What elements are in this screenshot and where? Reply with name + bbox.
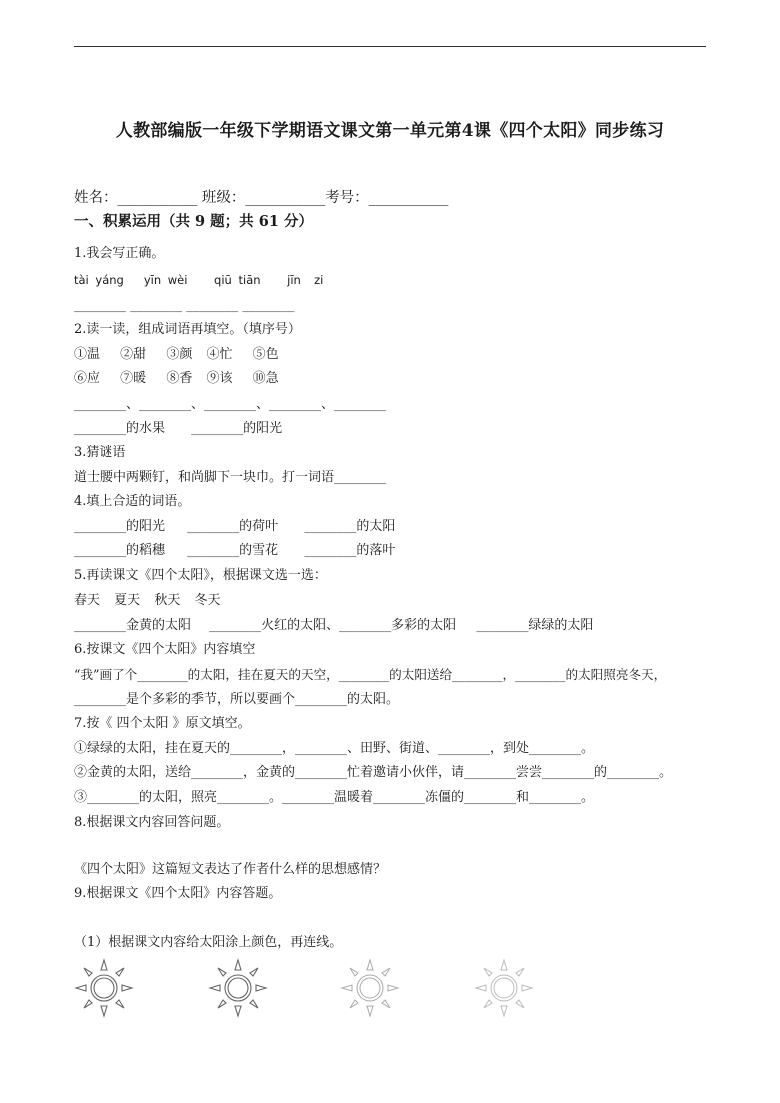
question-9-prompt: 9.根据课文《四个太阳》内容答题。: [74, 886, 282, 901]
sun-drawings: [74, 958, 574, 1018]
option: ⑨该: [206, 371, 233, 386]
option: ⑥应: [74, 371, 101, 386]
sun-icon: [474, 958, 534, 1018]
question-2-fill-row: [74, 421, 282, 437]
season-word: 冬天: [194, 593, 221, 608]
question-2-options-row-2: [74, 371, 279, 387]
question-2-blank-row: ________、________、________、________、________: [74, 397, 386, 412]
question-5-prompt: 5.再读课文《四个太阳》，根据课文选一选：: [74, 568, 327, 583]
question-1-pinyin: tài yáng yīn wèi qiū tiān jīn zi: [74, 273, 324, 287]
question-3-prompt: 3.猜谜语: [74, 445, 126, 460]
question-6-prompt: 6.按课文《四个太阳》内容填空: [74, 642, 256, 657]
question-2-prompt: 2.读一读，组成词语再填空。（填序号）: [74, 322, 301, 337]
option: ③颜: [166, 347, 193, 362]
question-4-prompt: 4.填上合适的词语。: [74, 494, 191, 509]
season-word: 秋天: [154, 593, 181, 608]
option: ⑦暖: [120, 371, 147, 386]
fill-blank: ________的雪花: [187, 543, 279, 558]
question-1-prompt: 1.我会写正确。: [74, 246, 165, 261]
fill-blank: ________金黄的太阳: [74, 618, 192, 633]
question-9-sub-1: （1）根据课文内容给太阳涂上颜色，再连线。: [74, 935, 343, 950]
student-info-line: 姓名：___________ 班级：___________考号：___________: [74, 190, 449, 206]
question-7-line-1: ①绿绿的太阳，挂在夏天的________，________、田野、街道、________，到处________。: [74, 741, 595, 756]
question-7-line-3: ③________的太阳，照亮________。________温暖着________冻僵的________和________。: [74, 790, 595, 805]
fill-blank: ________的水果: [74, 421, 166, 436]
option: ④忙: [206, 347, 233, 362]
option: ⑩急: [252, 371, 279, 386]
fill-blank: ________的落叶: [304, 543, 396, 558]
option: ②甜: [120, 347, 147, 362]
sun-icon: [208, 958, 268, 1018]
question-5-row: [74, 618, 593, 634]
question-7-line-2: ②金黄的太阳，送给________，金黄的________忙着邀请小伙伴，请________尝尝________的________。: [74, 765, 673, 780]
question-8-prompt: 8.根据课文内容回答问题。: [74, 815, 230, 830]
header-rule: [74, 46, 706, 47]
fill-blank: ________绿绿的太阳: [476, 618, 594, 633]
page-title: 人教部编版一年级下学期语文课文第一单元第4课《四个太阳》同步练习: [115, 121, 665, 141]
season-word: 夏天: [114, 593, 141, 608]
option: ⑤色: [252, 347, 279, 362]
question-2-options-row-1: [74, 347, 279, 363]
fill-blank: ________的阳光: [74, 519, 166, 534]
option: ⑧香: [166, 371, 193, 386]
question-6-line-1: “我”画了个________的太阳，挂在夏天的天空，________的太阳送给________，________的太阳照亮冬天，: [74, 667, 667, 682]
question-6-line-2: ________是个多彩的季节，所以要画个________的太阳。: [74, 692, 400, 707]
question-5-seasons: [74, 593, 220, 609]
sun-icon: [74, 958, 134, 1018]
question-4-row-1: [74, 519, 395, 535]
question-3-text: 道士腰中两颗钉，和尚脚下一块巾。打一词语________: [74, 470, 387, 485]
question-8-question: 《四个太阳》这篇短文表达了作者什么样的思想感情？: [74, 862, 387, 877]
fill-blank: ________的太阳: [304, 519, 396, 534]
question-7-prompt: 7.按《 四个太阳 》原文填空。: [74, 716, 251, 731]
question-1-blanks: ________ ________ ________ ________: [74, 298, 295, 313]
sun-icon: [340, 958, 400, 1018]
fill-blank: ________的稻穗: [74, 543, 166, 558]
fill-blank: ________火红的太阳、________多彩的太阳: [209, 618, 457, 633]
fill-blank: ________的荷叶: [187, 519, 279, 534]
question-4-row-2: [74, 543, 395, 559]
section-heading: 一、积累运用（共 9 题；共 61 分）: [74, 213, 313, 230]
option: ①温: [74, 347, 101, 362]
fill-blank: ________的阳光: [191, 421, 283, 436]
season-word: 春天: [74, 593, 101, 608]
